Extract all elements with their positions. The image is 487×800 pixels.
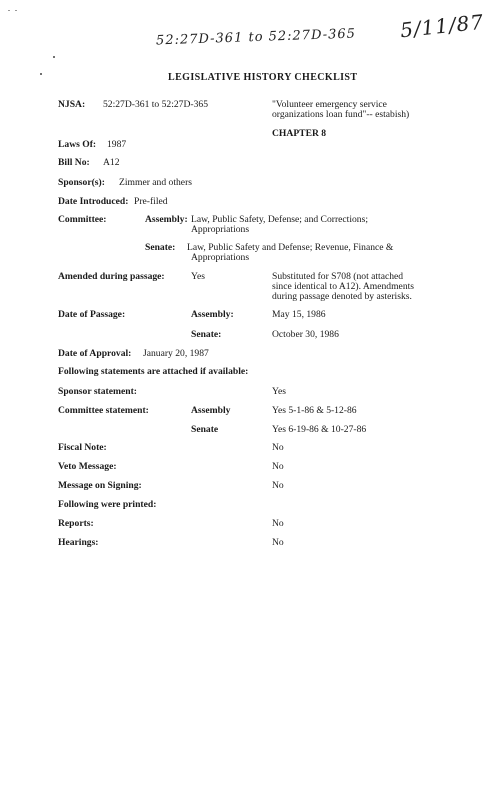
reports-value: No <box>272 518 284 529</box>
message-on-signing-value: No <box>272 480 284 491</box>
amended-note-line3: during passage denoted by asterisks. <box>272 291 412 302</box>
scan-speck <box>15 10 17 11</box>
handwritten-date: 5/11/87 <box>398 9 486 43</box>
sponsor-statement-value: Yes <box>272 386 286 397</box>
committee-statement-senate-label: Senate <box>191 424 219 435</box>
date-of-approval-label: Date of Approval: <box>58 348 132 359</box>
committee-statement-label: Committee statement: <box>58 405 149 416</box>
committee-senate-line2: Appropriations <box>191 252 250 263</box>
sponsors-label: Sponsor(s): <box>58 177 105 188</box>
committee-statement-assembly-label: Assembly <box>191 405 231 416</box>
date-of-approval-value: January 20, 1987 <box>143 348 209 359</box>
chapter-number: CHAPTER 8 <box>272 128 327 139</box>
scan-speck <box>40 73 42 75</box>
amended-label: Amended during passage: <box>58 271 165 282</box>
scan-speck <box>8 10 10 11</box>
committee-senate-label: Senate: <box>145 242 176 253</box>
veto-message-value: No <box>272 461 284 472</box>
committee-label: Committee: <box>58 214 107 225</box>
passage-assembly-value: May 15, 1986 <box>272 309 326 320</box>
following-attached-heading: Following statements are attached if available: <box>58 366 249 377</box>
passage-senate-label: Senate: <box>191 329 222 340</box>
hearings-value: No <box>272 537 284 548</box>
message-on-signing-label: Message on Signing: <box>58 480 142 491</box>
scan-speck <box>53 56 55 58</box>
veto-message-label: Veto Message: <box>58 461 117 472</box>
page-title: LEGISLATIVE HISTORY CHECKLIST <box>168 72 358 83</box>
sponsors-value: Zimmer and others <box>119 177 192 188</box>
laws-of-label: Laws Of: <box>58 139 97 150</box>
committee-statement-senate-value: Yes 6-19-86 & 10-27-86 <box>272 424 367 435</box>
committee-assembly-label: Assembly: <box>145 214 188 225</box>
handwritten-statute-range: 52:27D-361 to 52:27D-365 <box>155 26 357 49</box>
laws-of-value: 1987 <box>107 139 127 150</box>
bill-no-label: Bill No: <box>58 157 90 168</box>
amended-value: Yes <box>191 271 205 282</box>
fiscal-note-label: Fiscal Note: <box>58 442 107 453</box>
bill-no-value: A12 <box>103 157 120 168</box>
committee-senate-line1: Law, Public Safety and Defense; Revenue, Finance & <box>187 242 394 253</box>
fiscal-note-value: No <box>272 442 284 453</box>
date-of-passage-label: Date of Passage: <box>58 309 126 320</box>
njsa-description-line1: "Volunteer emergency service <box>272 99 387 110</box>
date-introduced-value: Pre-filed <box>134 196 168 207</box>
njsa-description-line2: organizations loan fund"-- estabish) <box>272 109 410 120</box>
amended-note-line1: Substituted for S708 (not attached <box>272 271 404 282</box>
hearings-label: Hearings: <box>58 537 99 548</box>
passage-senate-value: October 30, 1986 <box>272 329 339 340</box>
amended-note-line2: since identical to A12). Amendments <box>272 281 415 292</box>
committee-assembly-line1: Law, Public Safety, Defense; and Corrections; <box>191 214 368 225</box>
date-introduced-label: Date Introduced: <box>58 196 129 207</box>
njsa-label: NJSA: <box>58 99 86 110</box>
committee-statement-assembly-value: Yes 5-1-86 & 5-12-86 <box>272 405 357 416</box>
committee-assembly-line2: Appropriations <box>191 224 250 235</box>
njsa-value: 52:27D-361 to 52:27D-365 <box>103 99 208 110</box>
passage-assembly-label: Assembly: <box>191 309 234 320</box>
sponsor-statement-label: Sponsor statement: <box>58 386 137 397</box>
following-printed-heading: Following were printed: <box>58 499 157 510</box>
reports-label: Reports: <box>58 518 94 529</box>
